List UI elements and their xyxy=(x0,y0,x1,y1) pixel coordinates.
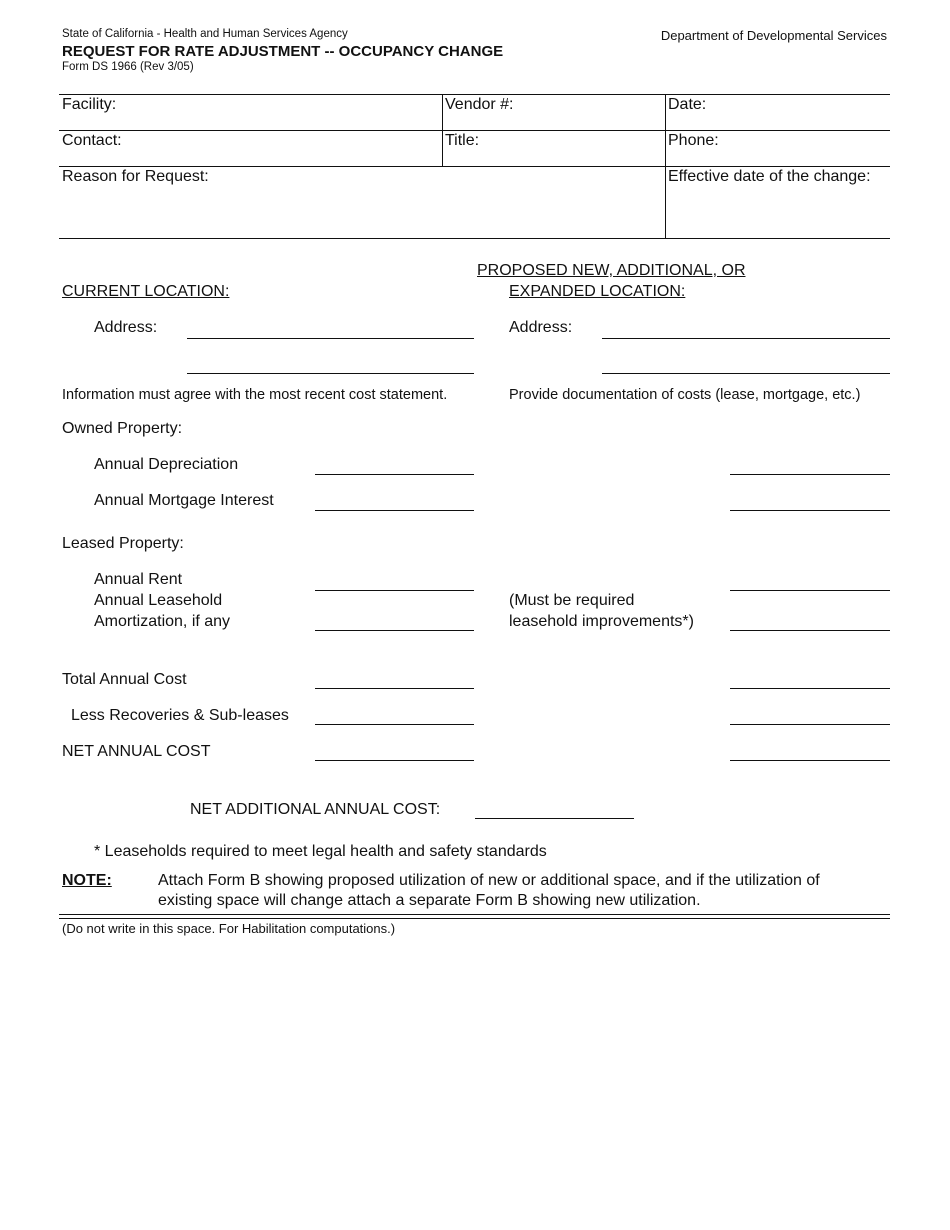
phone-field[interactable]: Phone: xyxy=(668,132,719,149)
annual-mortgage-interest-label: Annual Mortgage Interest xyxy=(94,492,274,509)
grid-top-border xyxy=(59,94,890,95)
grid-col-divider xyxy=(665,94,666,238)
less-recoveries-label: Less Recoveries & Sub-leases xyxy=(71,707,289,724)
leasehold-improvements-label: leasehold improvements*) xyxy=(509,613,694,630)
amortization-label: Amortization, if any xyxy=(94,613,231,630)
current-recoveries-input[interactable] xyxy=(315,724,474,725)
note-text-line-2: existing space will change attach a separate Form B showing new utilization. xyxy=(158,892,701,909)
footer-double-rule-top xyxy=(59,914,890,915)
grid-row-divider xyxy=(59,166,890,167)
reason-field[interactable]: Reason for Request: xyxy=(62,168,209,185)
do-not-write-note: (Do not write in this space. For Habilitation computations.) xyxy=(62,921,396,936)
documentation-note: Provide documentation of costs (lease, mortgage, etc.) xyxy=(509,387,861,403)
current-rent-input[interactable] xyxy=(315,590,474,591)
grid-col-divider xyxy=(442,94,443,166)
title-field[interactable]: Title: xyxy=(445,132,480,149)
form-title: REQUEST FOR RATE ADJUSTMENT -- OCCUPANCY CHANGE xyxy=(62,43,504,60)
proposed-depreciation-input[interactable] xyxy=(730,474,890,475)
date-field[interactable]: Date: xyxy=(668,96,707,113)
leasehold-footnote: * Leaseholds required to meet legal health and safety standards xyxy=(94,843,547,860)
current-depreciation-input[interactable] xyxy=(315,474,474,475)
current-address-line-1[interactable] xyxy=(187,338,474,339)
proposed-recoveries-input[interactable] xyxy=(730,724,890,725)
proposed-mortgage-input[interactable] xyxy=(730,510,890,511)
current-mortgage-input[interactable] xyxy=(315,510,474,511)
net-annual-cost-label: NET ANNUAL COST xyxy=(62,743,211,760)
current-net-input[interactable] xyxy=(315,760,474,761)
effective-date-field[interactable]: Effective date of the change: xyxy=(668,168,871,185)
proposed-leasehold-input[interactable] xyxy=(730,630,890,631)
footer-double-rule-bottom xyxy=(59,918,890,919)
proposed-address-line-2[interactable] xyxy=(602,373,890,374)
proposed-location-heading: PROPOSED NEW, ADDITIONAL, OR xyxy=(477,262,746,279)
grid-row-divider xyxy=(59,130,890,131)
owned-property-label: Owned Property: xyxy=(62,420,183,437)
form-number: Form DS 1966 (Rev 3/05) xyxy=(62,61,194,73)
must-be-required-label: (Must be required xyxy=(509,592,635,609)
proposed-net-input[interactable] xyxy=(730,760,890,761)
proposed-address-label: Address: xyxy=(509,319,573,336)
current-address-label: Address: xyxy=(94,319,158,336)
department-name: Department of Developmental Services xyxy=(660,28,887,43)
current-address-line-2[interactable] xyxy=(187,373,474,374)
cost-statement-note: Information must agree with the most recent cost statement. xyxy=(62,387,448,403)
agency-name: State of California - Health and Human Services Agency xyxy=(62,28,348,40)
vendor-field[interactable]: Vendor #: xyxy=(445,96,514,113)
leased-property-label: Leased Property: xyxy=(62,535,184,552)
proposed-location-heading-2: EXPANDED LOCATION: xyxy=(509,283,686,300)
grid-bottom-border xyxy=(59,238,890,239)
current-leasehold-input[interactable] xyxy=(315,630,474,631)
annual-depreciation-label: Annual Depreciation xyxy=(94,456,239,473)
proposed-rent-input[interactable] xyxy=(730,590,890,591)
note-text-line-1: Attach Form B showing proposed utilization of new or additional space, and if the utilization of xyxy=(158,872,820,889)
total-annual-cost-label: Total Annual Cost xyxy=(62,671,187,688)
proposed-address-line-1[interactable] xyxy=(602,338,890,339)
note-label: NOTE: xyxy=(62,872,112,889)
current-location-heading: CURRENT LOCATION: xyxy=(62,283,230,300)
annual-rent-label: Annual Rent xyxy=(94,571,183,588)
facility-field[interactable]: Facility: xyxy=(62,96,117,113)
contact-field[interactable]: Contact: xyxy=(62,132,122,149)
net-additional-cost-label: NET ADDITIONAL ANNUAL COST: xyxy=(190,801,441,818)
annual-leasehold-label: Annual Leasehold xyxy=(94,592,223,609)
current-total-input[interactable] xyxy=(315,688,474,689)
proposed-total-input[interactable] xyxy=(730,688,890,689)
net-additional-cost-input[interactable] xyxy=(475,818,634,819)
